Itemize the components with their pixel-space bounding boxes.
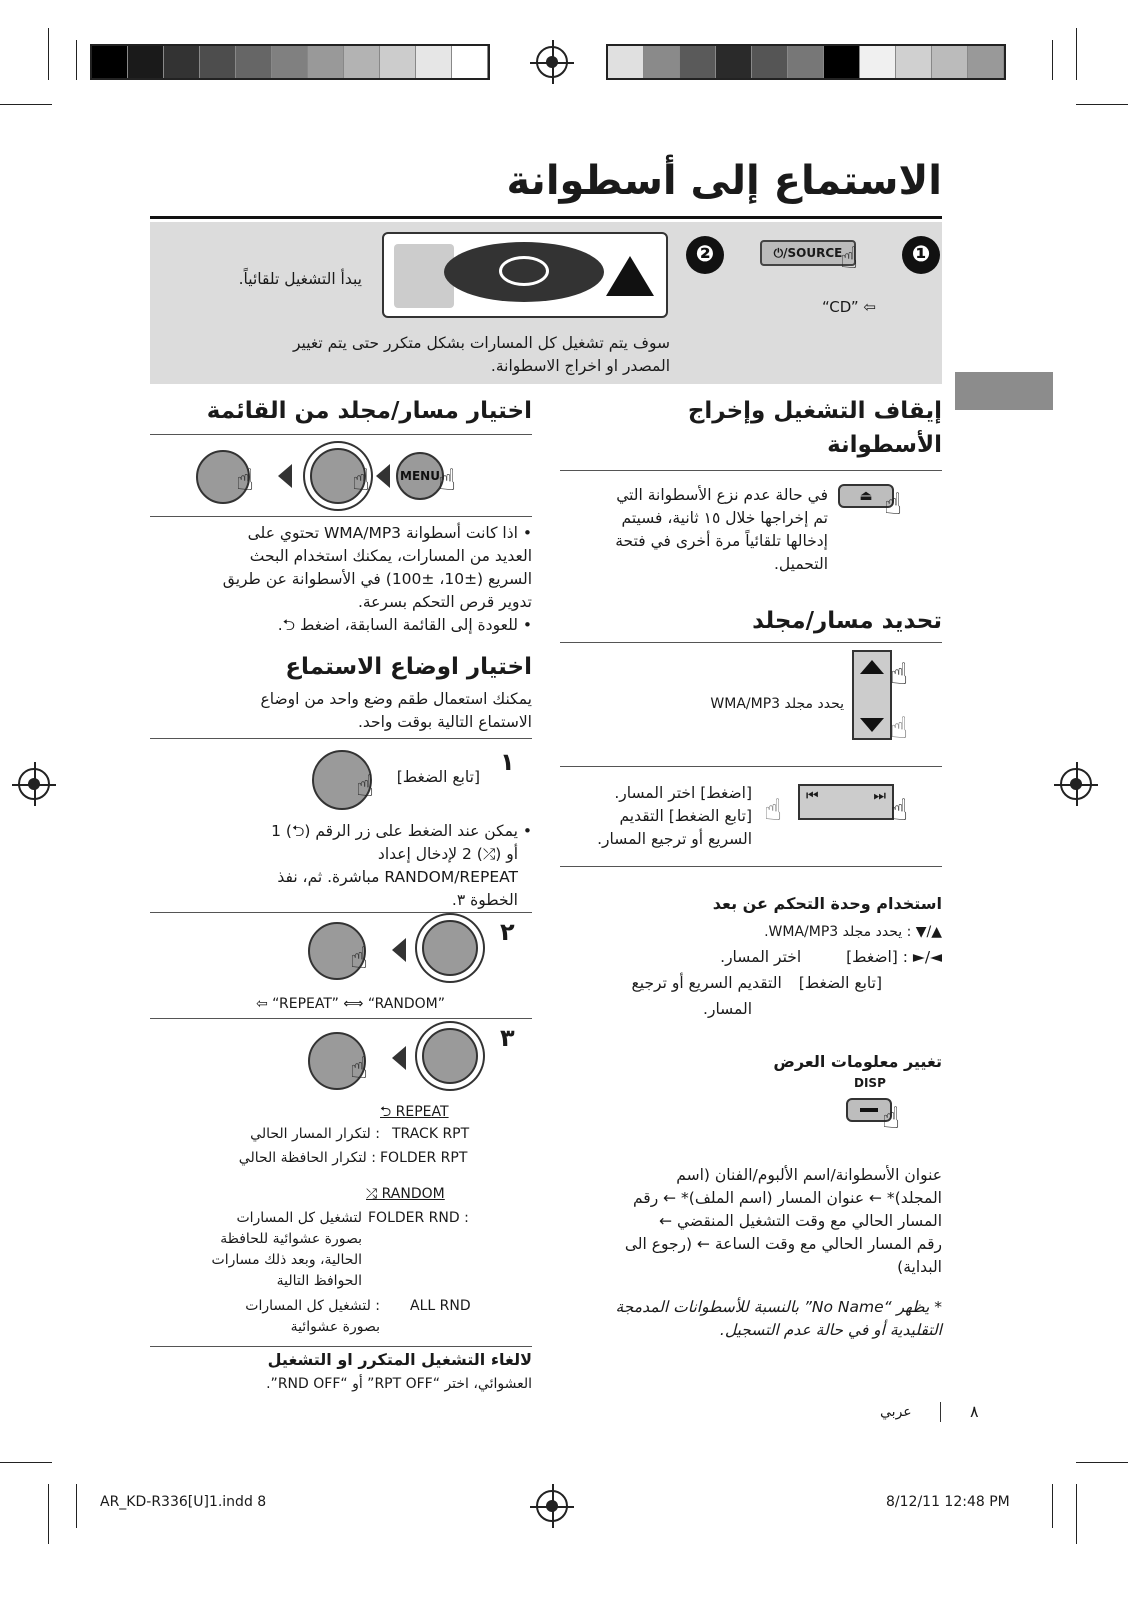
display-heading: تغيير معلومات العرض [773, 1052, 942, 1071]
registration-mark-icon [18, 768, 50, 800]
step-one-notes: • يمكن عند الضغط على زر الرقم (⮌) 1 أو (⤮) 2 لإدخال إعداد RANDOM/REPEAT مباشرة. ثم، نفذ الخطوة ٣. [271, 822, 532, 909]
footer-divider [940, 1402, 941, 1422]
pointing-hand-icon: ☝ [350, 941, 369, 976]
folder-rpt-desc: : لتكرار الحافظة الحالي [238, 1150, 376, 1166]
crop-mark [76, 40, 77, 80]
skip-forward-icon: ⏭ [873, 788, 886, 804]
print-date: 8/12/11 12:48 PM [886, 1494, 1010, 1510]
color-swatch [644, 46, 680, 78]
section-rule [150, 1346, 532, 1347]
folder-select-label: يحدد مجلد WMA/MP3 [710, 696, 844, 712]
remote-row1: ▲/▼ : يحدد مجلد WMA/MP3. [764, 924, 942, 940]
language-label: عربي [880, 1404, 912, 1420]
eject-heading-line2: الأسطوانة [827, 432, 942, 458]
insert-arrow-icon [606, 256, 654, 296]
pointing-hand-icon: ☝ [236, 463, 255, 498]
cancel-text: العشوائي، اختر “RPT OFF” أو “RND OFF”. [266, 1376, 532, 1392]
page-title: الاستماع إلى أسطوانة [506, 158, 942, 204]
title-rule [150, 216, 942, 219]
disc-icon [444, 242, 604, 302]
section-rule [560, 470, 942, 471]
pointing-hand-icon: ☝ [890, 657, 909, 692]
crop-mark [0, 1462, 52, 1463]
pointing-hand-outline-icon: ☝ [890, 711, 909, 746]
color-swatch [608, 46, 644, 78]
down-arrow-icon [860, 718, 884, 732]
arrow-left-icon [278, 464, 292, 488]
eject-icon: ⏏ [859, 488, 873, 504]
display-note: * يظهر “No Name” بالنسبة للأسطوانات المدمجة التقليدية أو في حالة عدم التسجيل. [615, 1298, 942, 1339]
section-rule [560, 866, 942, 867]
color-swatch [308, 46, 344, 78]
step-two-number: ٢ [500, 918, 515, 946]
random-heading: ⤮ RANDOM [366, 1186, 445, 1202]
color-swatch [716, 46, 752, 78]
color-swatch [860, 46, 896, 78]
section-rule [150, 1018, 532, 1019]
choose-track-notes: • اذا كانت أسطوانة WMA/MP3 تحتوي على العديد من المسارات، يمكنك استخدام البحث السريع (±10، ±100) في الأسطوانة عن طريق تدوير قرص التحكم بسرعة. • للعودة إلى القائمة السابقة، اضغط ⮌. [222, 524, 532, 634]
registration-mark-icon [536, 46, 568, 78]
choose-track-heading: اختيار مسار/مجلد من القائمة [206, 398, 532, 424]
section-rule [560, 766, 942, 767]
folder-rnd-desc: لتشغيل كل المسارات بصورة عشوائية للحافظة الحالية، وبعد ذلك مسارات الحوافظ التالية [211, 1210, 362, 1289]
eject-description: في حالة عدم نزع الأسطوانة التي تم إخراجها خلال ١٥ ثانية، فسيتم إدخالها تلقائياً مرة أخرى في فتحة التحميل. [615, 486, 828, 573]
page-number: ٨ [970, 1402, 979, 1421]
crop-mark [48, 1484, 49, 1544]
control-dial-rotate-icon[interactable] [422, 1028, 478, 1084]
crop-mark [1076, 104, 1128, 105]
color-swatch [968, 46, 1004, 78]
pointing-hand-icon: ☝ [350, 1051, 369, 1086]
all-rnd-desc: : لتشغيل كل المسارات بصورة عشوائية [245, 1298, 380, 1335]
disp-label: DISP [854, 1076, 886, 1090]
folder-rnd-option: FOLDER RND : [368, 1210, 469, 1226]
color-swatch [200, 46, 236, 78]
pointing-hand-icon: ☝ [882, 1101, 901, 1136]
repeat-note-line1: سوف يتم تشغيل كل المسارات بشكل متكرر حتى يتم تغيير [293, 334, 670, 352]
color-swatch [164, 46, 200, 78]
color-swatch [752, 46, 788, 78]
power-icon: ⏻ [773, 246, 784, 260]
menu-button[interactable]: MENU [396, 452, 444, 500]
color-swatch [932, 46, 968, 78]
crop-mark [1052, 40, 1053, 80]
crop-mark [1052, 1484, 1053, 1528]
section-rule [150, 516, 532, 517]
remote-row2: ◄/► : [اضغط] اختر المسار. [720, 948, 942, 966]
registration-mark-icon [1060, 768, 1092, 800]
color-bar-left [90, 44, 490, 80]
color-swatch [344, 46, 380, 78]
remote-row3-tail: المسار. [703, 1000, 752, 1018]
color-swatch [236, 46, 272, 78]
step-one-number: ١ [500, 748, 515, 776]
section-rule [150, 434, 532, 435]
color-swatch [416, 46, 452, 78]
skip-buttons[interactable] [798, 784, 894, 820]
remote-heading: استخدام وحدة التحكم عن بعد [712, 894, 942, 913]
all-rnd-option: ALL RND [410, 1298, 471, 1314]
eject-heading-line1: إيقاف التشغيل وإخراج [687, 398, 942, 424]
repeat-note-line2: المصدر او اخراج الاسطوانة. [490, 357, 670, 375]
source-button[interactable]: ⏻/SOURCE [760, 240, 856, 266]
control-dial-rotate-icon[interactable] [422, 920, 478, 976]
arrow-left-icon [392, 938, 406, 962]
section-rule [560, 642, 942, 643]
section-rule [150, 912, 532, 913]
pointing-hand-icon: ☝ [890, 793, 909, 828]
crop-mark [1076, 1462, 1128, 1463]
step-three-number: ٣ [500, 1024, 515, 1052]
play-modes-heading: اختيار اوضاع الاستماع [285, 654, 532, 680]
up-arrow-icon [860, 660, 884, 674]
pointing-hand-outline-icon: ☝ [764, 793, 783, 828]
crop-mark [48, 28, 49, 80]
step-two-label: ⇦ “REPEAT” ⟺ “RANDOM” [256, 996, 445, 1012]
quick-start-panel [150, 222, 942, 384]
section-rule [150, 738, 532, 739]
color-swatch [788, 46, 824, 78]
auto-play-text: يبدأ التشغيل تلقائياً. [238, 270, 362, 288]
remote-row3: [تابع الضغط] التقديم السريع أو ترجيع [631, 974, 882, 992]
crop-mark [1076, 28, 1077, 80]
color-swatch [128, 46, 164, 78]
cd-label: “CD” ⇦ [822, 298, 876, 316]
color-swatch [452, 46, 488, 78]
color-swatch [824, 46, 860, 78]
pointing-hand-icon: ☝ [356, 769, 375, 804]
language-tab [955, 372, 1053, 410]
skip-description: [اضغط] اختر المسار. [تابع الضغط] التقديم السريع أو ترجيع المسار. [597, 784, 752, 848]
color-swatch [896, 46, 932, 78]
cancel-heading: لالغاء التشغيل المتكرر او التشغيل [267, 1350, 532, 1369]
pointing-hand-icon: ☝ [438, 463, 457, 498]
track-rpt-option: TRACK RPT [392, 1126, 470, 1142]
crop-mark [76, 1484, 77, 1528]
color-swatch [92, 46, 128, 78]
pointing-hand-icon: ☝ [840, 241, 859, 276]
color-bar-right [606, 44, 1006, 80]
repeat-heading: ⮌ REPEAT [380, 1104, 449, 1120]
cd-player-illustration [382, 232, 668, 318]
registration-mark-icon [536, 1490, 568, 1522]
folder-up-down-buttons[interactable] [852, 650, 892, 740]
crop-mark [0, 104, 52, 105]
file-name: AR_KD-R336[U]1.indd 8 [100, 1494, 267, 1510]
play-modes-intro: يمكنك استعمال طقم وضع واحد من اوضاع الاستماع التالية بوقت واحد. [260, 690, 532, 731]
folder-rpt-option: FOLDER RPT [380, 1150, 468, 1166]
step-one-label: [تابع الضغط] [396, 768, 480, 786]
color-swatch [380, 46, 416, 78]
step-one-badge: ❶ [902, 236, 940, 274]
display-sequence: عنوان الأسطوانة/اسم الألبوم/الفنان (اسم المجلد)* ← عنوان المسار (اسم الملف)* ← رقم المسار الحالي مع وقت التشغيل المنقضي ← رقم المسار الحالي مع وقت الساعة ← (رجوع الى البداية) [624, 1166, 942, 1276]
color-swatch [272, 46, 308, 78]
step-two-badge: ❷ [686, 236, 724, 274]
skip-back-icon: ⏮ [806, 788, 819, 804]
pointing-hand-icon: ☝ [884, 487, 903, 522]
select-folder-heading: تحديد مسار/مجلد [752, 608, 942, 634]
color-swatch [680, 46, 716, 78]
crop-mark [1076, 1484, 1077, 1544]
arrow-left-icon [376, 464, 390, 488]
pointing-hand-icon: ☝ [352, 463, 371, 498]
arrow-left-icon [392, 1046, 406, 1070]
track-rpt-desc: : لتكرار المسار الحالي [250, 1126, 380, 1142]
